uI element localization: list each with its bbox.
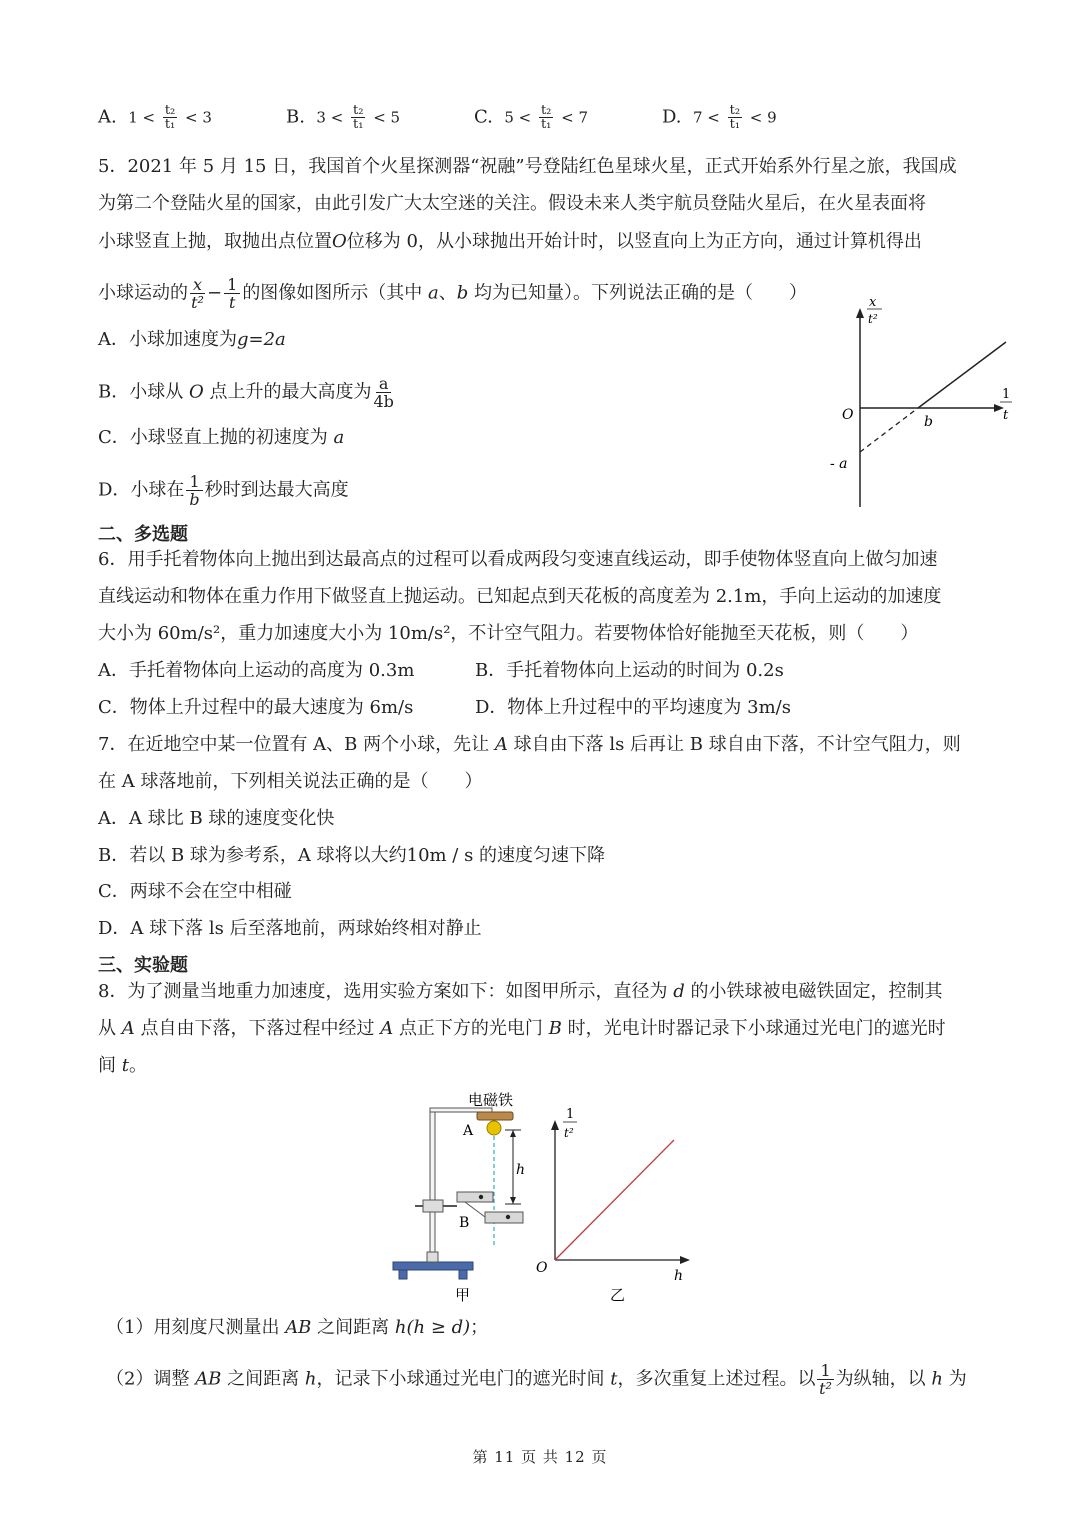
- q5-y-label-den: t²: [868, 312, 878, 326]
- yi-y-arrow-icon: [551, 1120, 559, 1130]
- fig-yi-graph: [528, 1100, 698, 1310]
- q5-option-c: C．小球竖直上抛的初速度为 a: [98, 427, 345, 448]
- q5-option-b: B．小球从 O 点上升的最大高度为 $\frac{a}{4b}$: [98, 374, 394, 411]
- stand-clamp: [423, 1200, 443, 1212]
- q5-solid-line: [918, 342, 1006, 408]
- yi-x-label: h: [674, 1268, 684, 1284]
- stand-base: [393, 1262, 473, 1270]
- q4-option-d: D. 7 < $\frac{\text{t₂}}{\text{t₁}}$ < 9: [662, 103, 777, 132]
- q7-option-d: D．A 球下落 ls 后至落地前，两球始终相对静止: [98, 918, 482, 939]
- q5-line-1: 5．2021 年 5 月 15 日，我国首个火星探测器“祝融”号登陆红色星球火星，正式开始系外行星之旅，我国成: [98, 156, 957, 177]
- yi-data-line: [555, 1140, 674, 1260]
- photogate-dot-1: [479, 1195, 483, 1199]
- q8-step-1: （1）用刻度尺测量出 AB 之间距离 h(h ≥ d)；: [106, 1317, 489, 1338]
- q7-option-b: B．若以 B 球为参考系，A 球将以大约10m / s 的速度匀速下降: [98, 845, 606, 866]
- fig-yi-caption: 乙: [610, 1286, 626, 1304]
- yi-origin-label: O: [536, 1260, 548, 1276]
- q6-option-a: A．手托着物体向上运动的高度为 0.3m: [98, 660, 415, 681]
- fig-jia-apparatus: [385, 1086, 535, 1306]
- q5-line-4: 小球运动的 $\frac{x}{\text{t²}}$ − $\frac{1}{t}$ 的图像如图所示（其中 a、b 均为已知量）。下列说法正确的是（ ）: [98, 275, 808, 312]
- q8-line-3: 间 t。: [98, 1055, 147, 1076]
- stand-foot-left: [399, 1270, 407, 1279]
- point-a-label: A: [463, 1123, 474, 1139]
- point-b-label: B: [459, 1215, 470, 1231]
- q5-graph: [828, 292, 1018, 514]
- q5-option-d: D．小球在 $\frac{1}{b}$ 秒时到达最大高度: [98, 472, 349, 509]
- q5-option-a: A．小球加速度为g=2a: [98, 329, 286, 350]
- q8-line-1: 8．为了测量当地重力加速度，选用实验方案如下：如图甲所示，直径为 d 的小铁球被电磁铁固定，控制其: [98, 981, 943, 1002]
- photogate-lower: [485, 1212, 523, 1223]
- q4-option-a: A. 1 < $\frac{\text{t₂}}{\text{t₁}}$ < 3: [98, 103, 212, 132]
- q7-line-1: 7．在近地空中某一位置有 A、B 两个小球，先让 A 球自由下落 ls 后再让 B 球自由下落，不计空气阻力，则: [98, 734, 961, 755]
- q6-option-d: D．物体上升过程中的平均速度为 3m/s: [475, 697, 791, 718]
- page-footer: 第 11 页 共 12 页: [472, 1448, 608, 1466]
- q7-line-2: 在 A 球落地前，下列相关说法正确的是（ ）: [98, 771, 483, 792]
- pole-collar: [427, 1252, 438, 1262]
- photogate-upper: [457, 1192, 493, 1202]
- q4-option-b: B. 3 < $\frac{\text{t₂}}{\text{t₁}}$ < 5: [286, 103, 401, 132]
- yi-x-arrow-icon: [680, 1256, 690, 1264]
- electromagnet: [477, 1112, 513, 1120]
- q8-step-2: （2）调整 AB 之间距离 h，记录下小球通过光电门的遮光时间 t，多次重复上述过程。以 $\frac{1}{\text{t²}}$ 为纵轴，以 h 为: [106, 1361, 967, 1398]
- photogate-dot-2: [506, 1215, 510, 1219]
- q6-line-1: 6．用手托着物体向上抛出到达最高点的过程可以看成两段匀变速直线运动，即手使物体竖直向上做匀加速: [98, 549, 938, 570]
- q5-y-arrow-icon: [856, 308, 864, 318]
- q5-x-label-den: t: [1003, 408, 1009, 423]
- h-label: h: [516, 1162, 526, 1178]
- fig-jia-caption: 甲: [455, 1286, 471, 1304]
- yi-y-label-den: t²: [564, 1126, 574, 1140]
- q5-y-label-num: x: [869, 295, 877, 310]
- q5-neg-a-label: - a: [830, 456, 848, 472]
- q7-option-c: C．两球不会在空中相碰: [98, 881, 292, 902]
- q4-option-c: C. 5 < $\frac{\text{t₂}}{\text{t₁}}$ < 7: [474, 103, 588, 132]
- q5-b-label: b: [924, 414, 933, 430]
- q6-line-2: 直线运动和物体在重力作用下做竖直上抛运动。已知起点到天花板的高度差为 2.1m，手向上运动的加速度: [98, 586, 942, 607]
- stand-pole: [430, 1108, 435, 1260]
- q5-line-3: 小球竖直上抛，取抛出点位置O位移为 0，从小球抛出开始计时，以竖直向上为正方向，通过计算机得出: [98, 231, 922, 252]
- section-2-heading: 二、多选题: [98, 524, 188, 545]
- q5-dashed-line: [860, 408, 918, 452]
- q7-option-a: A．A 球比 B 球的速度变化快: [98, 808, 335, 829]
- magnet-label: 电磁铁: [468, 1091, 514, 1109]
- q6-option-b: B．手托着物体向上运动的时间为 0.2s: [475, 660, 784, 681]
- q5-line-2: 为第二个登陆火星的国家，由此引发广大太空迷的关注。假设未来人类宇航员登陆火星后，在火星表面将: [98, 193, 926, 214]
- q6-option-c: C．物体上升过程中的最大速度为 6m/s: [98, 697, 414, 718]
- yi-y-label-num: 1: [566, 1107, 575, 1122]
- section-3-heading: 三、实验题: [98, 955, 188, 976]
- q5-x-label-num: 1: [1002, 387, 1011, 402]
- q6-line-3: 大小为 60m/s²，重力加速度大小为 10m/s²，不计空气阻力。若要物体恰好能抛至天花板，则（ ）: [98, 623, 919, 644]
- q5-origin-label: O: [842, 407, 854, 423]
- h-arrow-down-icon: [510, 1197, 516, 1204]
- iron-ball: [487, 1121, 501, 1135]
- stand-foot-right: [459, 1270, 467, 1279]
- q8-line-2: 从 A 点自由下落，下落过程中经过 A 点正下方的光电门 B 时，光电计时器记录下小球通过光电门的遮光时: [98, 1018, 946, 1039]
- h-arrow-up-icon: [510, 1130, 516, 1137]
